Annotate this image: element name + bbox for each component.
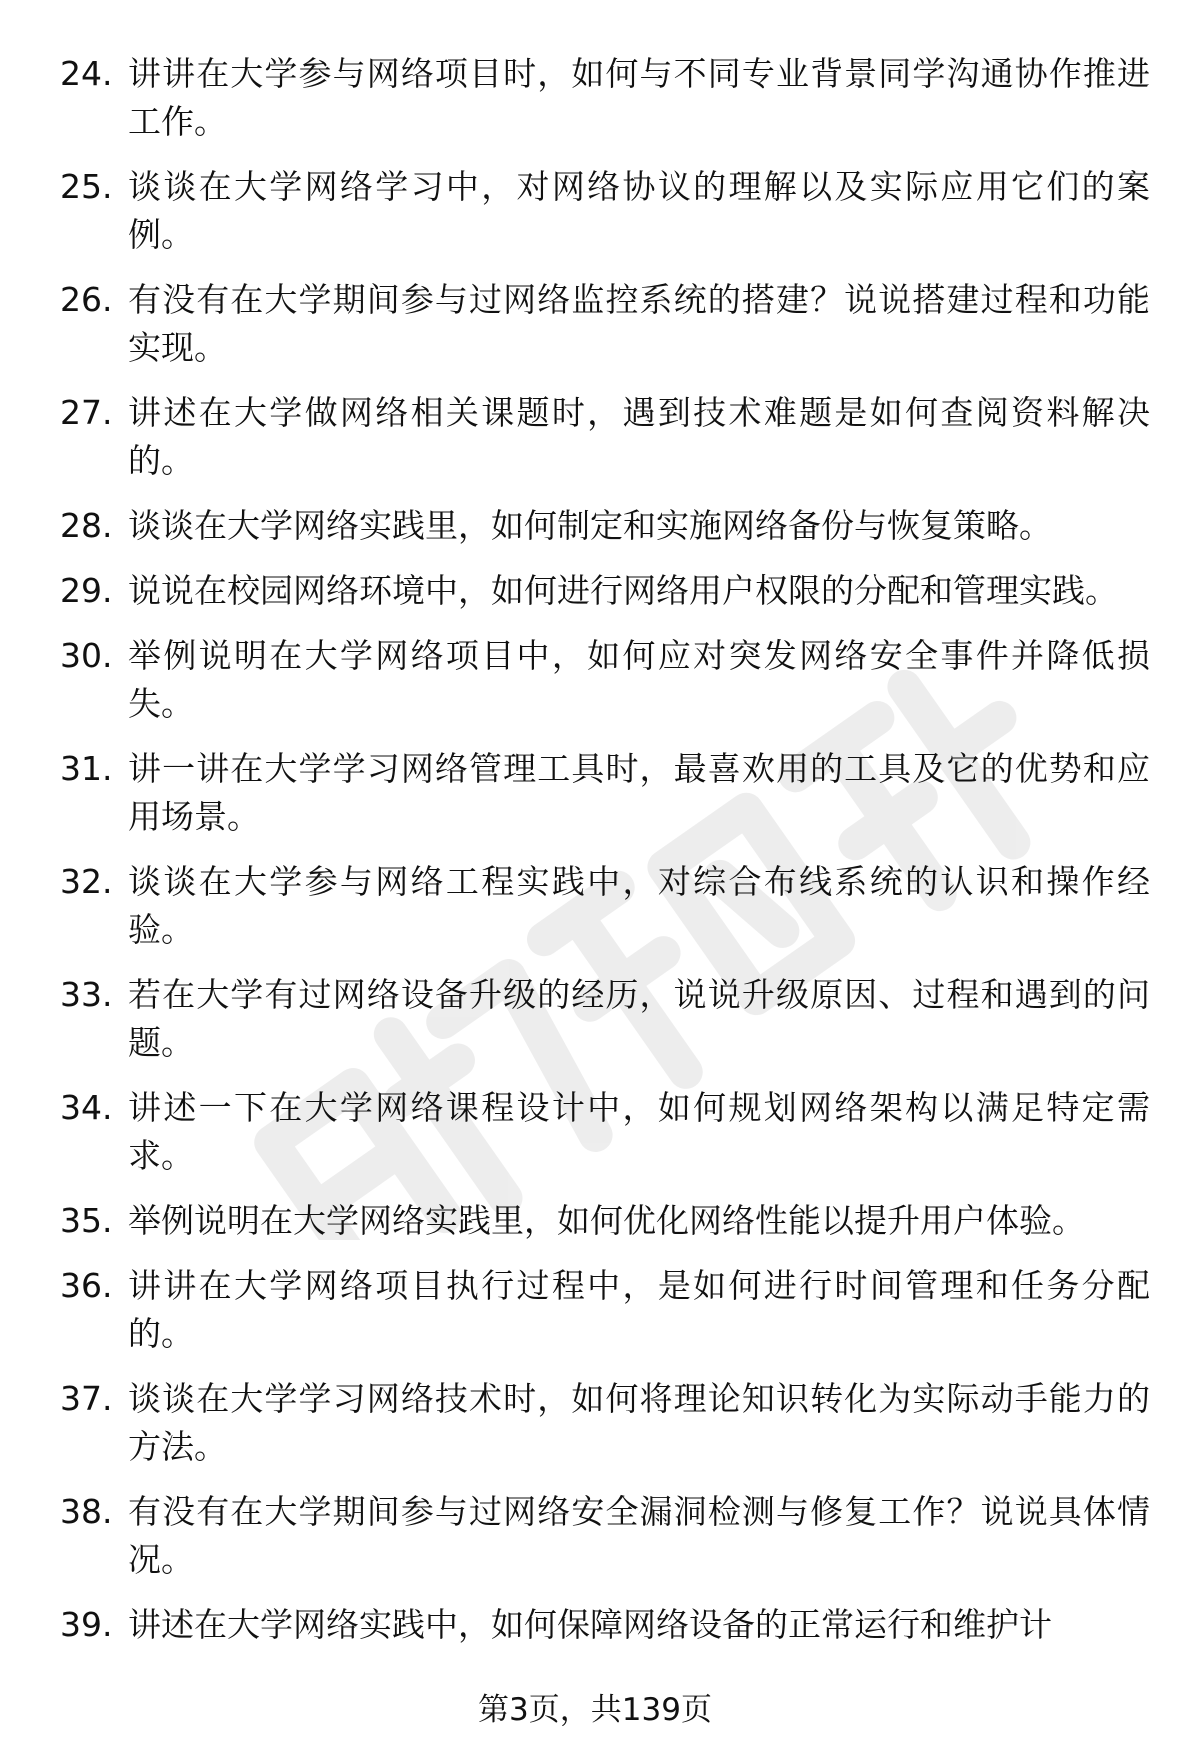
list-item [60, 163, 1150, 259]
question-text: 谈谈在大学网络实践里，如何制定和实施网络备份与恢复策略。 [128, 506, 1052, 545]
question-text: 举例说明在大学网络项目中，如何应对突发网络安全事件并降低损失。 [128, 636, 1150, 723]
list-item [60, 1084, 1150, 1180]
list-item [60, 567, 1150, 615]
question-number: 35. [60, 1201, 113, 1240]
question-text: 讲述在大学网络实践中，如何保障网络设备的正常运行和维护计 [128, 1605, 1052, 1644]
question-text: 举例说明在大学网络实践里，如何优化网络性能以提升用户体验。 [128, 1201, 1085, 1240]
question-number: 27. [60, 393, 113, 432]
question-text: 说说在校园网络环境中，如何进行网络用户权限的分配和管理实践。 [128, 571, 1118, 610]
question-text: 有没有在大学期间参与过网络安全漏洞检测与修复工作？说说具体情况。 [128, 1492, 1150, 1579]
question-number: 26. [60, 280, 113, 319]
question-text: 讲述在大学做网络相关课题时，遇到技术难题是如何查阅资料解决的。 [128, 393, 1150, 480]
list-item [60, 276, 1150, 372]
question-text: 谈谈在大学网络学习中，对网络协议的理解以及实际应用它们的案例。 [128, 167, 1150, 254]
list-item [60, 1262, 1150, 1358]
list-item [60, 1488, 1150, 1584]
question-number: 32. [60, 862, 113, 901]
question-text: 讲述一下在大学网络课程设计中，如何规划网络架构以满足特定需求。 [128, 1088, 1150, 1175]
question-text: 讲讲在大学参与网络项目时，如何与不同专业背景同学沟通协作推进工作。 [128, 54, 1150, 141]
page-footer [0, 1690, 1190, 1730]
question-number: 29. [60, 571, 113, 610]
list-item [60, 858, 1150, 954]
list-item [60, 1601, 1150, 1649]
page-number-label: 第3页，共139页 [478, 1692, 712, 1728]
question-number: 37. [60, 1379, 113, 1418]
question-number: 39. [60, 1605, 113, 1644]
question-text: 讲一讲在大学学习网络管理工具时，最喜欢用的工具及它的优势和应用场景。 [128, 749, 1150, 836]
question-number: 33. [60, 975, 113, 1014]
question-number: 25. [60, 167, 113, 206]
question-text: 若在大学有过网络设备升级的经历，说说升级原因、过程和遇到的问题。 [128, 975, 1150, 1062]
question-number: 38. [60, 1492, 113, 1531]
question-number: 36. [60, 1266, 113, 1305]
question-number: 31. [60, 749, 113, 788]
question-text: 谈谈在大学学习网络技术时，如何将理论知识转化为实际动手能力的方法。 [128, 1379, 1150, 1466]
question-text: 有没有在大学期间参与过网络监控系统的搭建？说说搭建过程和功能实现。 [128, 280, 1150, 367]
list-item [60, 502, 1150, 550]
list-item [60, 50, 1150, 146]
question-list [60, 50, 1150, 1666]
question-number: 30. [60, 636, 113, 675]
question-number: 28. [60, 506, 113, 545]
list-item [60, 1375, 1150, 1471]
question-number: 24. [60, 54, 113, 93]
question-text: 谈谈在大学参与网络工程实践中，对综合布线系统的认识和操作经验。 [128, 862, 1150, 949]
question-number: 34. [60, 1088, 113, 1127]
question-text: 讲讲在大学网络项目执行过程中，是如何进行时间管理和任务分配的。 [128, 1266, 1150, 1353]
list-item [60, 632, 1150, 728]
list-item [60, 1197, 1150, 1245]
list-item [60, 389, 1150, 485]
list-item [60, 971, 1150, 1067]
list-item [60, 745, 1150, 841]
